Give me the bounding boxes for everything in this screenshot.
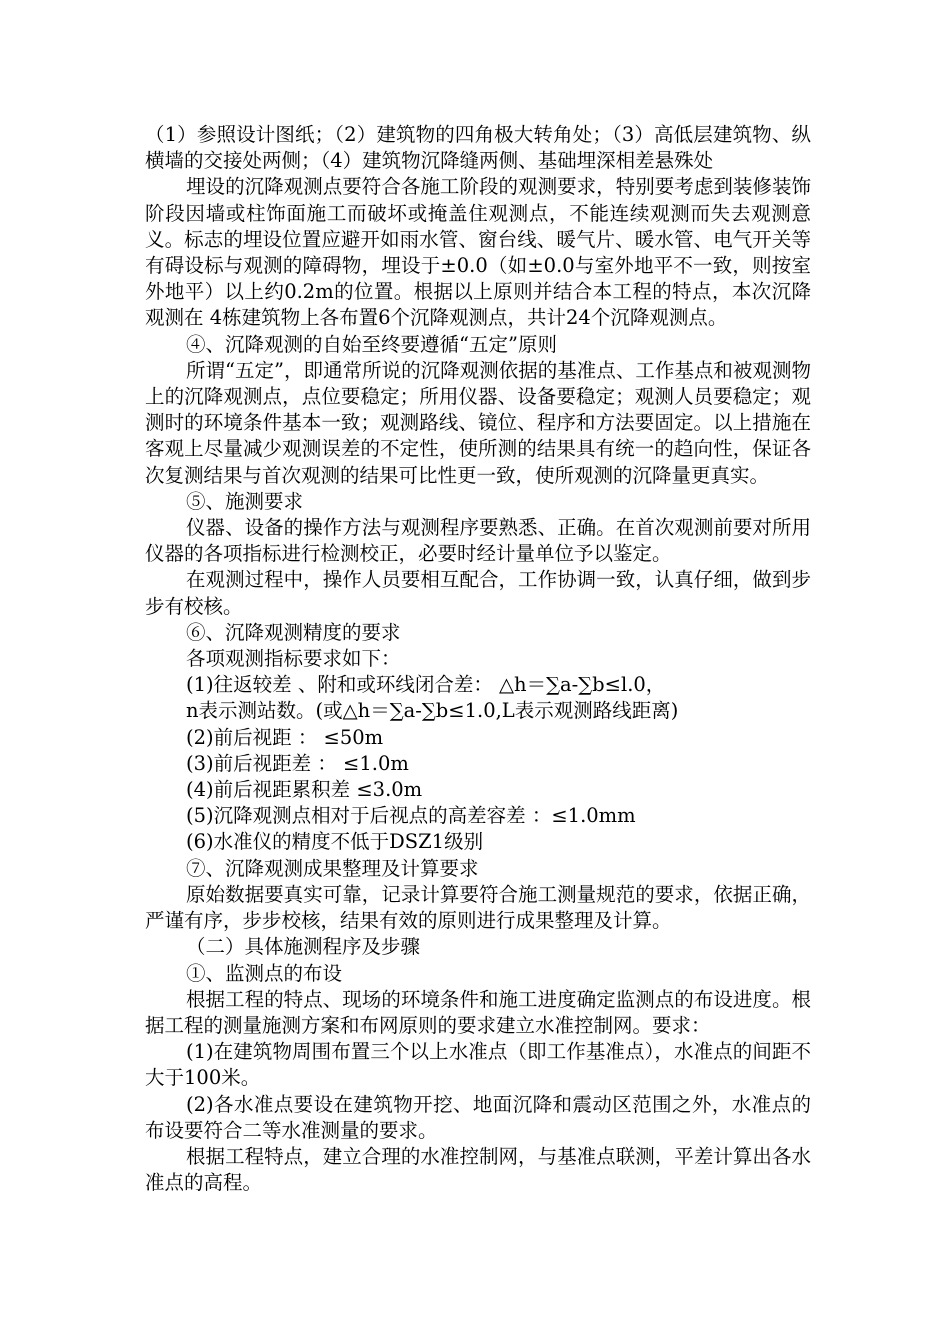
paragraph-five-fixed: 所谓“五定”，即通常所说的沉降观测依据的基准点、工作基点和被观测物上的沉降观测点，点位要稳定；所用仪器、设备要稳定；观测人员要稳定；观测时的环境条件基本一致；观测路线、镜位、程序和方法要固定。以上措施在客观上尽量减少观测误差的不定性，使所测的结果具有统一的趋向性，保证各次复测结果与首次观测的结果可比性更一致，使所观测的沉降量更真实。 xyxy=(145,358,811,487)
heading-accuracy-requirements: ⑥、沉降观测精度的要求 xyxy=(186,620,401,644)
list-item-cumulative-difference: (4)前后视距累积差 ≤3.0m xyxy=(186,778,423,802)
paragraph-adjustment: 根据工程特点，建立合理的水准控制网，与基准点联测，平差计算出各水准点的高程。 xyxy=(145,1144,811,1195)
list-item-benchmark-spacing: (1)在建筑物周围布置三个以上水准点（即工作基准点），水准点的间距不大于100米。 xyxy=(145,1040,811,1090)
paragraph-control-network: 根据工程的特点、现场的环境条件和施工进度确定监测点的布设进度。根据工程的测量施测方案和布网原则的要求建立水准控制网。要求： xyxy=(145,987,811,1037)
paragraph-instrument-operation: 仪器、设备的操作方法与观测程序要熟悉、正确。在首次观测前要对所用仪器的各项指标进行检测校正，必要时经计量单位予以鉴定。 xyxy=(145,516,811,566)
list-item-closure-error-note: n表示测站数。(或△h＝∑a-∑b≤1.0,L表示观测路线距离) xyxy=(186,699,679,723)
paragraph-point-embedding: 埋设的沉降观测点要符合各施工阶段的观测要求，特别要考虑到装修装饰阶段因墙或柱饰面施工而破坏或掩盖住观测点，不能连续观测而失去观测意义。标志的埋设位置应避开如雨水管、窗台线、暖气片、暖水管、电气开关等有碍设标与观测的障碍物，埋设于±0.0（如±0.0与室外地平不一致，则按室外地平）以上约0.2m的位置。根据以上原则并结合本工程的特点，本次沉降观测在 4栋建筑物上各布置6个沉降观测点，共计24个沉降观测点。 xyxy=(145,175,811,330)
heading-procedure-steps: （二）具体施测程序及步骤 xyxy=(186,935,421,959)
list-item-level-accuracy: (6)水准仪的精度不低于DSZ1级别 xyxy=(186,830,484,854)
paragraph-raw-data: 原始数据要真实可靠，记录计算要符合施工测量规范的要求，依据正确，严谨有序，步步校核，结果有效的原则进行成果整理及计算。 xyxy=(145,882,811,933)
list-item-sight-difference: (3)前后视距差 ： ≤1.0m xyxy=(186,751,409,775)
list-item-height-tolerance: (5)沉降观测点相对于后视点的高差容差 ：≤1.0mm xyxy=(186,804,636,828)
list-item-closure-error: (1)往返较差 、附和或环线闭合差： △h＝∑a-∑b≤l.0， xyxy=(186,673,666,697)
paragraph-indicators-intro: 各项观测指标要求如下： xyxy=(186,647,401,671)
heading-survey-requirements: ⑤、施测要求 xyxy=(186,489,304,513)
heading-five-fixed-principle: ④、沉降观测的自始至终要遵循“五定”原则 xyxy=(186,332,557,356)
paragraph-cooperation: 在观测过程中，操作人员要相互配合，工作协调一致，认真仔细，做到步步有校核。 xyxy=(145,568,811,618)
paragraph-point-locations: （1）参照设计图纸；（2）建筑物的四角极大转角处；（3）高低层建筑物、纵横墙的交接处两侧；（4）建筑物沉降缝两侧、基础埋深相差悬殊处 xyxy=(145,123,811,173)
list-item-benchmark-location: (2)各水准点要设在建筑物开挖、地面沉降和震动区范围之外，水准点的布设要符合二等水准测量的要求。 xyxy=(145,1092,811,1142)
heading-monitoring-points: ①、监测点的布设 xyxy=(186,961,343,985)
heading-results-processing: ⑦、沉降观测成果整理及计算要求 xyxy=(186,856,479,880)
list-item-sight-distance: (2)前后视距 ： ≤50m xyxy=(186,725,384,749)
document-page xyxy=(145,122,811,1196)
